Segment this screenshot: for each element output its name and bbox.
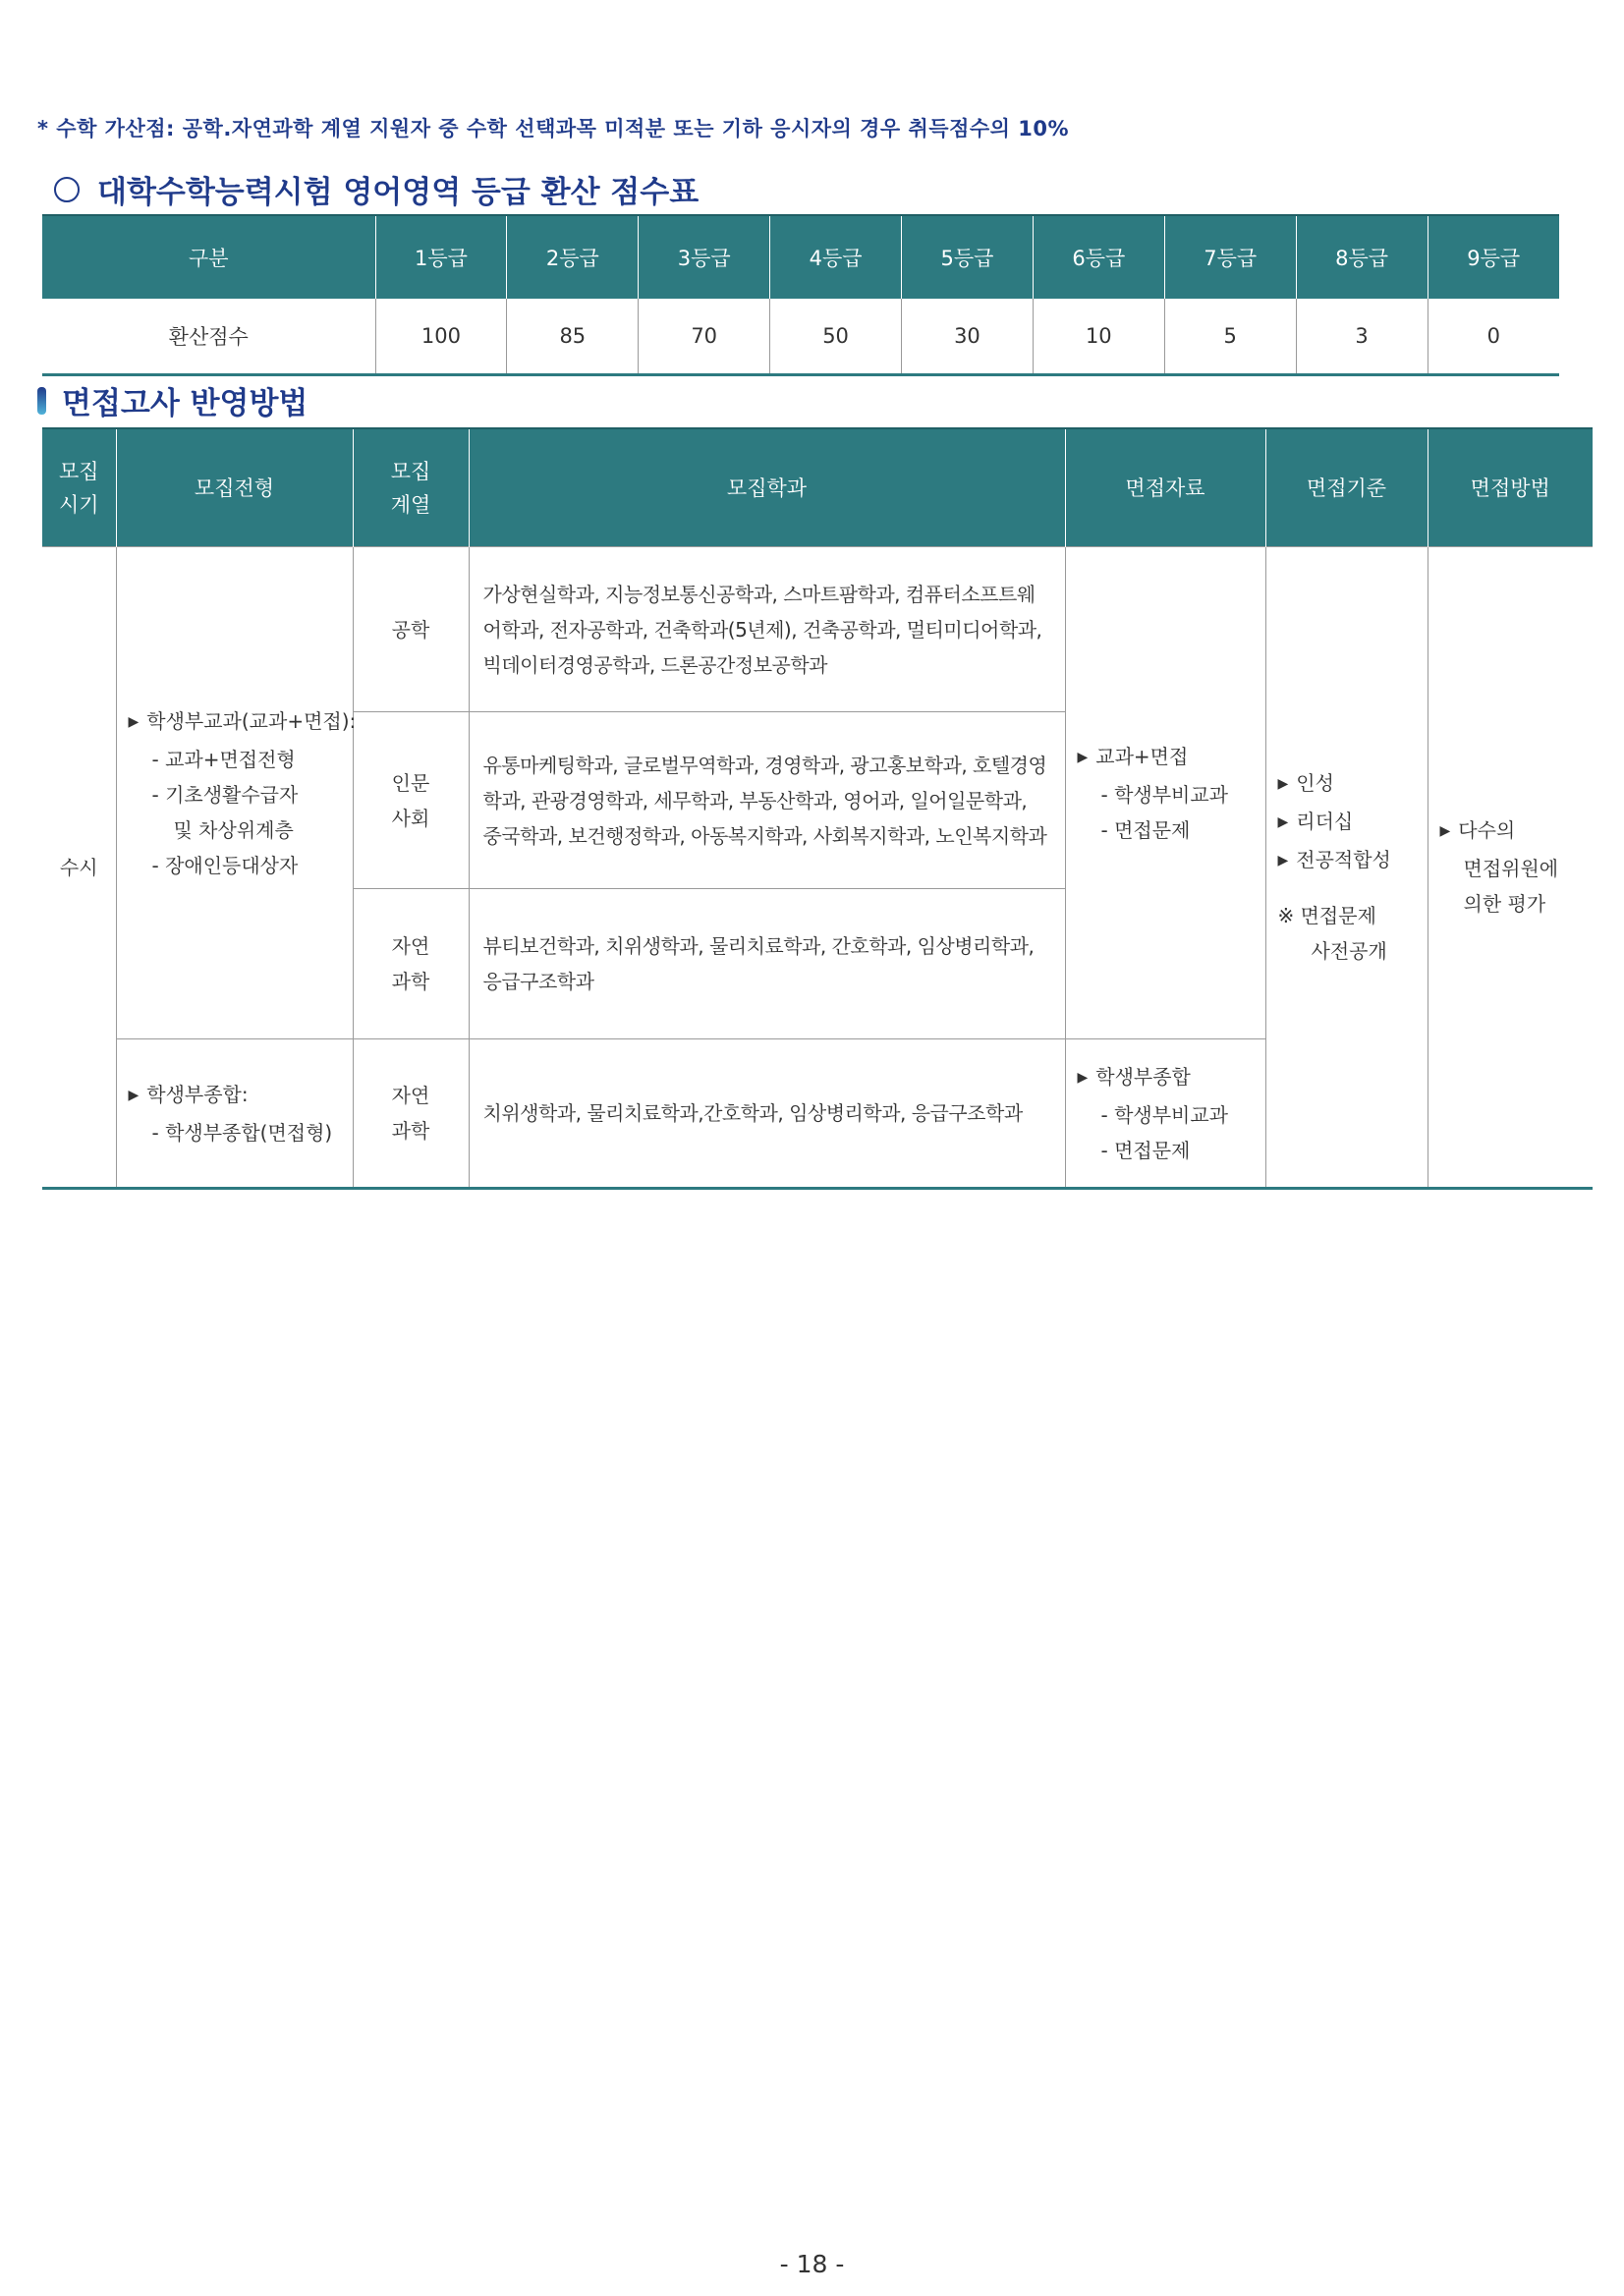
type1-cell (116, 547, 357, 1039)
material1-line-1: ▶ 교과+면접 (1077, 744, 1189, 768)
type2-line-2: - 학생부종합(면접형) (151, 1120, 333, 1145)
field-natural1-line1: 자연 (391, 934, 430, 958)
score-cell-4: 50 (770, 299, 902, 375)
type2-cell (116, 1039, 353, 1189)
triangle-bullet-icon: ▶ (1077, 1069, 1089, 1086)
page-number: - 18 - (779, 2250, 845, 2278)
score-cell-7: 5 (1164, 299, 1296, 375)
grade-header-2: 2등급 (507, 215, 639, 299)
score-cell-8: 3 (1296, 299, 1428, 375)
type2-line-1: ▶ 학생부종합: (128, 1082, 249, 1106)
header-period (42, 428, 116, 547)
dept-cell-engineering: 가상현실학과, 지능정보통신공학과, 스마트팜학과, 컴퓨터소프트웨어학과, 전자공학과, 건축학과(5년제), 건축공학과, 멀티미디어학과, 빅데이터경영공학과, 드론공간정보공학과 (469, 547, 1065, 712)
dept-cell-natural-2: 치위생학과, 물리치료학과,간호학과, 임상병리학과, 응급구조학과 (469, 1039, 1065, 1189)
grade-score-row (42, 299, 1559, 375)
circle-bullet-icon (54, 177, 80, 202)
type1-line-4: 및 차상위계층 (173, 817, 294, 842)
english-grade-title-text: 대학수학능력시험 영어영역 등급 환산 점수표 (97, 175, 700, 210)
grade-header-label: 구분 (42, 215, 375, 299)
interview-section-title (37, 378, 308, 422)
criteria-line-2: ▶ 리더십 (1277, 810, 1354, 833)
material1-cell (1065, 547, 1265, 1039)
math-bonus-note: * 수학 가산점: 공학.자연과학 계열 지원자 중 수학 선택과목 미적분 또는 기하 응시자의 경우 취득점수의 10% (37, 117, 1070, 140)
english-grade-table (42, 214, 1559, 376)
score-cell-9: 0 (1428, 299, 1559, 375)
method-line-3: 의한 평가 (1463, 892, 1546, 916)
dept-cell-natural-1: 뷰티보건학과, 치위생학과, 물리치료학과, 간호학과, 임상병리학과, 응급구조학과 (469, 889, 1065, 1039)
material1-line-2: - 학생부비교과 (1100, 782, 1228, 807)
interview-header-row (42, 428, 1593, 547)
field-cell-natural-2 (353, 1039, 469, 1189)
type1-line-3: - 기초생활수급자 (151, 782, 299, 807)
header-dept: 모집학과 (469, 428, 1065, 547)
header-field-line2: 계열 (390, 492, 431, 517)
interview-title-text: 면접고사 반영방법 (62, 386, 308, 421)
triangle-bullet-icon: ▶ (1277, 776, 1289, 792)
field-natural2-line2: 과학 (391, 1119, 430, 1143)
grade-header-6: 6등급 (1033, 215, 1164, 299)
english-grade-section-title (54, 167, 699, 211)
score-cell-6: 10 (1033, 299, 1164, 375)
field-cell-engineering (353, 547, 469, 712)
grade-header-1: 1등급 (375, 215, 507, 299)
score-cell-3: 70 (639, 299, 770, 375)
gradient-bar-bullet-icon (37, 387, 46, 415)
header-period-line2: 시기 (58, 492, 99, 517)
field-cell-humanities (353, 712, 469, 889)
material2-line-2: - 학생부비교과 (1100, 1102, 1228, 1127)
field-engineering-line1: 공학 (391, 617, 430, 642)
field-humanities-line1: 인문 (391, 770, 430, 795)
method-line-1: ▶ 다수의 (1439, 818, 1516, 842)
type1-line-5: - 장애인등대상자 (151, 853, 299, 877)
grade-header-row (42, 215, 1559, 299)
criteria-cell (1265, 547, 1428, 1189)
score-cell-1: 100 (375, 299, 507, 375)
interview-method-table (42, 427, 1593, 1190)
material2-line-1: ▶ 학생부종합 (1077, 1064, 1191, 1089)
table-row (42, 547, 1593, 712)
header-type: 모집전형 (116, 428, 353, 547)
score-cell-2: 85 (507, 299, 639, 375)
triangle-bullet-icon: ▶ (1277, 853, 1289, 868)
score-row-label: 환산점수 (42, 299, 375, 375)
header-period-line1: 모집 (58, 459, 99, 483)
grade-header-5: 5등급 (902, 215, 1034, 299)
material2-line-3: - 면접문제 (1100, 1138, 1191, 1162)
grade-header-3: 3등급 (639, 215, 770, 299)
triangle-bullet-icon: ▶ (128, 713, 140, 730)
header-field-line1: 모집 (390, 459, 431, 483)
triangle-bullet-icon: ▶ (128, 1087, 140, 1103)
criteria-note-line-2: 사전공개 (1311, 939, 1387, 963)
triangle-bullet-icon: ▶ (1439, 823, 1451, 839)
criteria-line-1: ▶ 인성 (1277, 771, 1334, 795)
grade-header-4: 4등급 (770, 215, 902, 299)
field-cell-natural-1 (353, 889, 469, 1039)
material2-cell (1065, 1039, 1265, 1189)
criteria-note-line-1: ※ 면접문제 (1277, 904, 1376, 927)
field-humanities-line2: 사회 (391, 806, 430, 830)
period-cell: 수시 (42, 547, 116, 1189)
header-criteria: 면접기준 (1265, 428, 1428, 547)
triangle-bullet-icon: ▶ (1277, 814, 1289, 830)
dept-cell-humanities: 유통마케팅학과, 글로벌무역학과, 경영학과, 광고홍보학과, 호텔경영학과, 관광경영학과, 세무학과, 부동산학과, 영어과, 일어일문학과, 중국학과, 보건행정학과, 아동복지학과, 사회복지학과, 노인복지학과 (469, 712, 1065, 889)
field-natural1-line2: 과학 (391, 970, 430, 993)
material1-line-3: - 면접문제 (1100, 817, 1191, 842)
type1-line-2: - 교과+면접전형 (151, 747, 296, 771)
score-cell-5: 30 (902, 299, 1034, 375)
grade-header-9: 9등급 (1428, 215, 1559, 299)
field-natural2-line1: 자연 (391, 1084, 430, 1107)
criteria-line-3: ▶ 전공적합성 (1277, 848, 1391, 871)
method-line-2: 면접위원에 (1463, 857, 1559, 880)
grade-header-8: 8등급 (1296, 215, 1428, 299)
header-material: 면접자료 (1065, 428, 1265, 547)
method-cell (1428, 547, 1593, 1189)
grade-header-7: 7등급 (1164, 215, 1296, 299)
type1-line-1: ▶ 학생부교과(교과+면접): (128, 708, 357, 733)
header-method: 면접방법 (1428, 428, 1593, 547)
header-field (353, 428, 469, 547)
triangle-bullet-icon: ▶ (1077, 749, 1089, 765)
